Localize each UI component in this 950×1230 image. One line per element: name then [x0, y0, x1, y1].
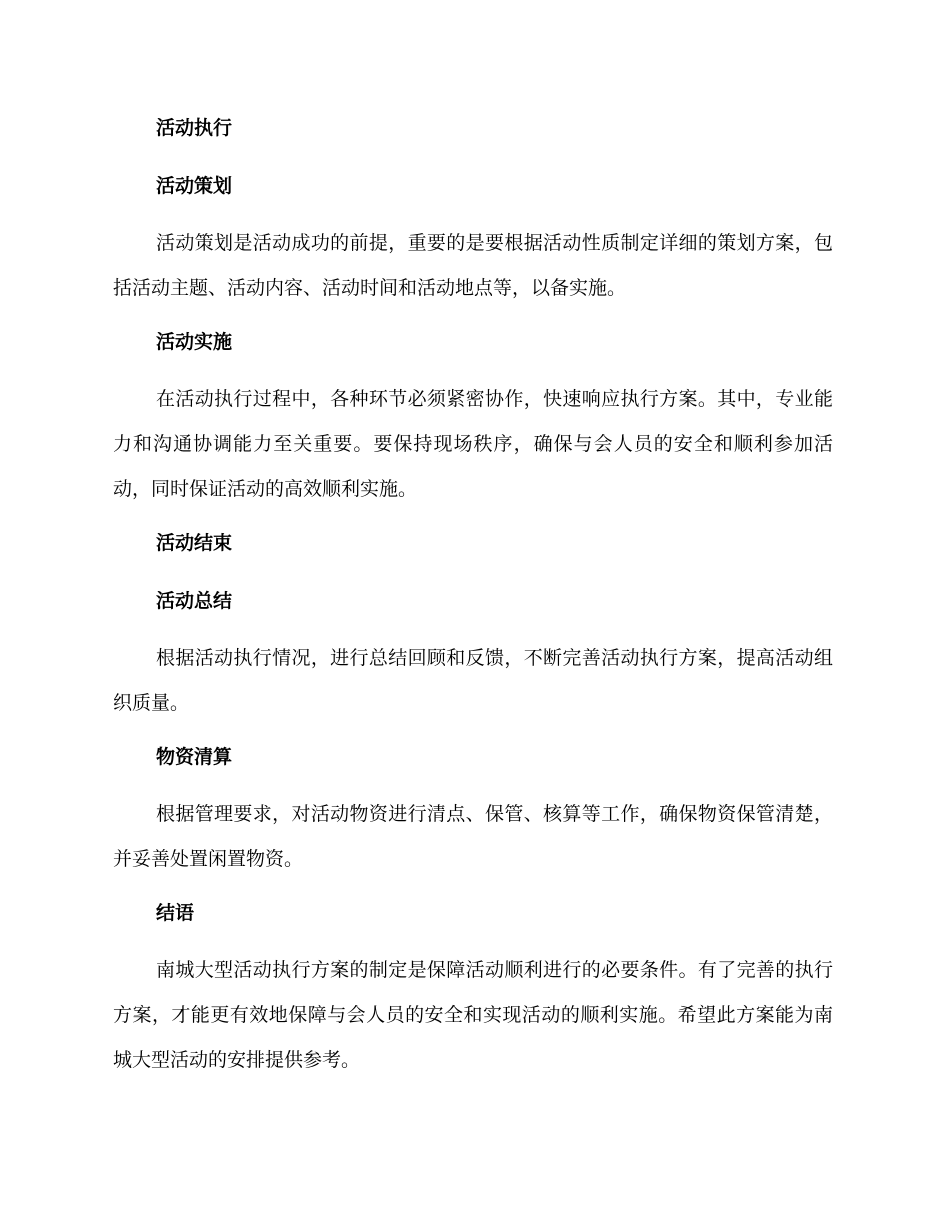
paragraph-activity-planning: 活动策划是活动成功的前提，重要的是要根据活动性质制定详细的策划方案，包括活动主题、活动内容、活动时间和活动地点等，以备实施。: [113, 232, 833, 299]
subsection-heading-material-settlement: 物资清算: [156, 746, 233, 768]
paragraph-material-settlement: 根据管理要求，对活动物资进行清点、保管、核算等工作，确保物资保管清楚，并妥善处置闲置物资。: [113, 803, 833, 870]
subsection-heading-activity-implementation: 活动实施: [156, 331, 233, 353]
subsection-heading-activity-summary: 活动总结: [156, 590, 233, 612]
paragraph-conclusion: 南城大型活动执行方案的制定是保障活动顺利进行的必要条件。有了完善的执行方案，才能更有效地保障与会人员的安全和实现活动的顺利实施。希望此方案能为南城大型活动的安排提供参考。: [113, 959, 833, 1071]
document-page: [113, 113, 833, 1099]
subsection-heading-activity-planning: 活动策划: [156, 175, 233, 197]
paragraph-activity-implementation: 在活动执行过程中，各种环节必须紧密协作，快速响应执行方案。其中，专业能力和沟通协调能力至关重要。要保持现场秩序，确保与会人员的安全和顺利参加活动，同时保证活动的高效顺利实施。: [113, 388, 833, 500]
section-heading-activity-execution: 活动执行: [156, 117, 233, 139]
section-heading-activity-end: 活动结束: [156, 532, 233, 554]
paragraph-activity-summary: 根据活动执行情况，进行总结回顾和反馈，不断完善活动执行方案，提高活动组织质量。: [113, 647, 833, 714]
section-heading-conclusion: 结语: [156, 902, 195, 924]
